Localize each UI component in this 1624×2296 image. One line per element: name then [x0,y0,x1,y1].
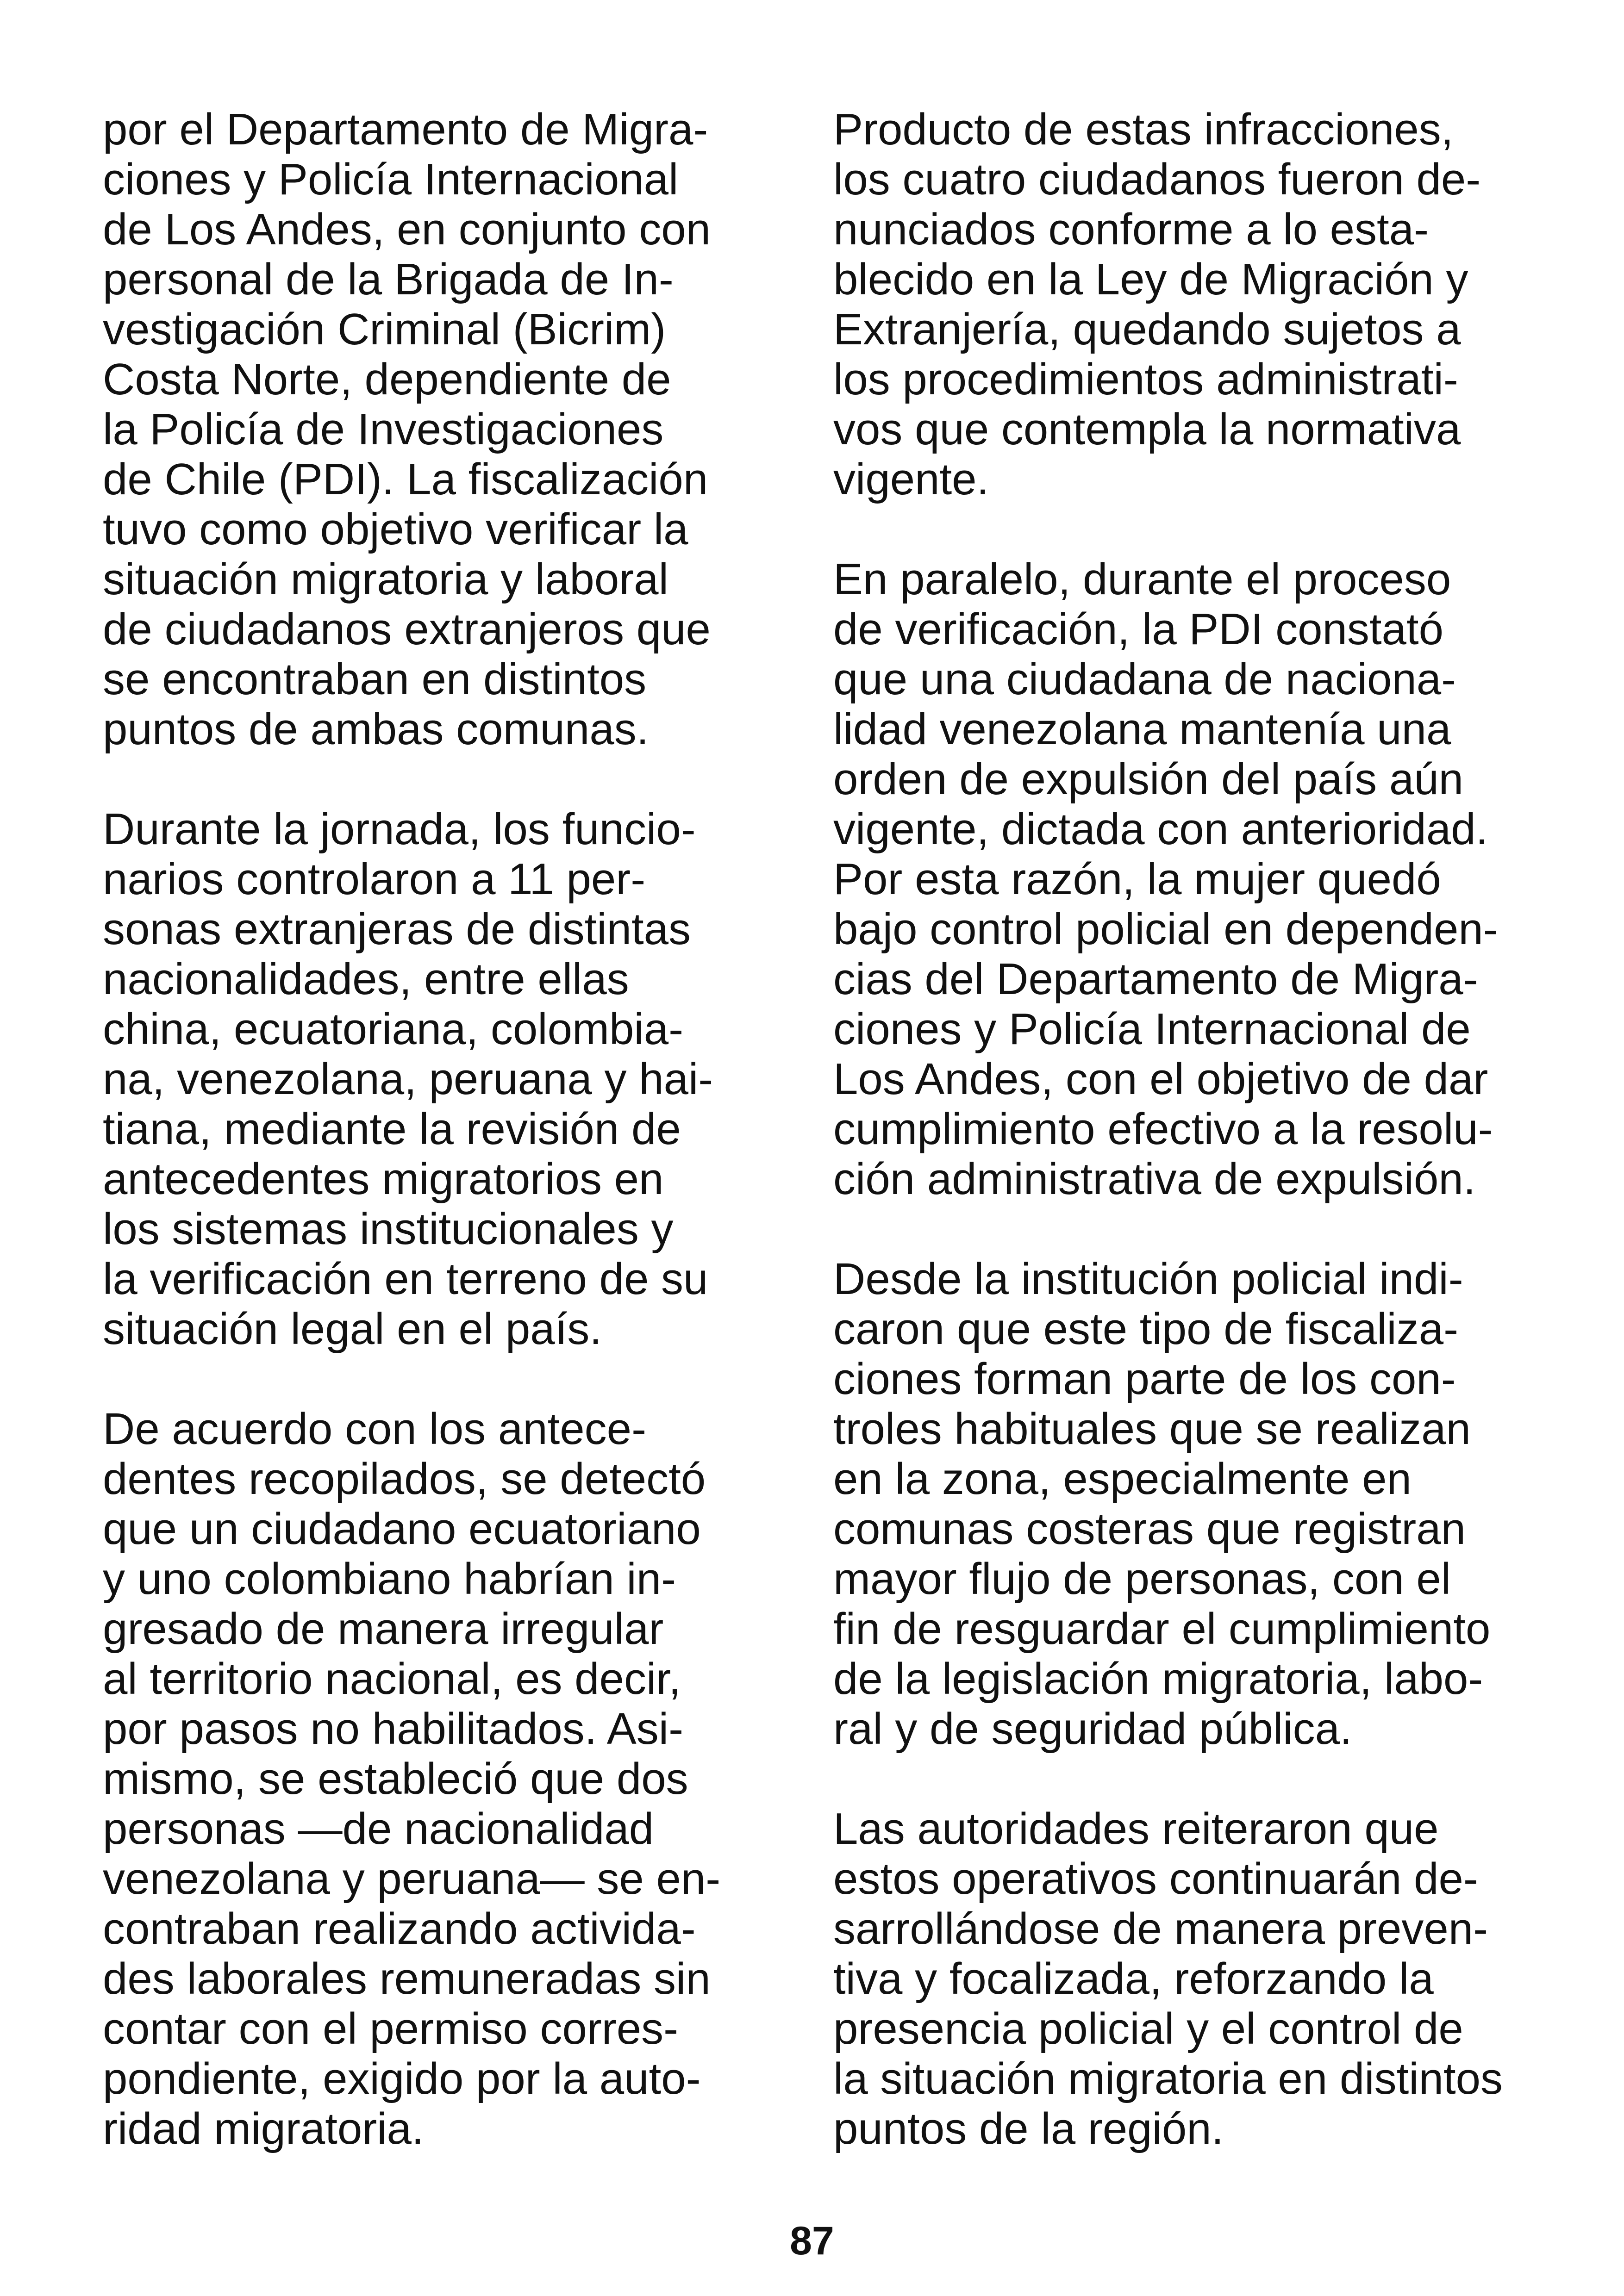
text-line: por pasos no habilitados. Asi- [103,1704,684,1754]
text-line: De acuerdo con los antece- [103,1404,647,1454]
text-line: de Los Andes, en conjunto con [103,205,711,254]
text-line: Costa Norte, dependiente de [103,355,671,404]
page-number: 87 [790,2219,834,2263]
text-line: gresado de manera irregular [103,1604,664,1654]
text-line: tiva y focalizada, reforzando la [833,1954,1434,2004]
text-line: tuvo como objetivo verificar la [103,504,688,554]
text-line: En paralelo, durante el proceso [833,554,1451,604]
text-line: al territorio nacional, es decir, [103,1654,681,1704]
text-line: de verificación, la PDI constató [833,604,1443,654]
text-line: venezolana y peruana— se en- [103,1854,721,1904]
text-line: Por esta razón, la mujer quedó [833,854,1441,904]
paragraph [103,105,788,754]
text-line: personal de la Brigada de In- [103,255,674,304]
text-line: ral y de seguridad pública. [833,1704,1352,1754]
text-line: china, ecuatoriana, colombia- [103,1004,684,1054]
text-line: puntos de ambas comunas. [103,704,649,754]
text-line: bajo control policial en dependen- [833,904,1498,954]
paragraph [833,554,1518,1204]
text-line: por el Departamento de Migra- [103,105,708,154]
text-line: na, venezolana, peruana y hai- [103,1054,713,1104]
text-line: puntos de la región. [833,2104,1224,2153]
text-line: contar con el permiso corres- [103,2004,679,2053]
paragraph [833,1254,1518,1754]
text-line: tiana, mediante la revisión de [103,1104,681,1154]
paragraph [103,1404,788,2154]
text-line: de la legislación migratoria, labo- [833,1654,1483,1704]
text-line: Extranjería, quedando sujetos a [833,305,1461,354]
text-line: se encontraban en distintos [103,654,647,704]
text-line: que una ciudadana de naciona- [833,654,1456,704]
text-line: fin de resguardar el cumplimiento [833,1604,1491,1654]
text-line: orden de expulsión del país aún [833,754,1464,804]
text-line: situación migratoria y laboral [103,554,668,604]
text-line: mismo, se estableció que dos [103,1754,688,1804]
text-line: Producto de estas infracciones, [833,105,1454,154]
text-line: vestigación Criminal (Bicrim) [103,305,666,354]
text-line: los procedimientos administrati- [833,355,1458,404]
text-line: caron que este tipo de fiscaliza- [833,1304,1459,1354]
text-line: antecedentes migratorios en [103,1154,664,1204]
paragraph [103,804,788,1354]
text-line: ciones y Policía Internacional de [833,1004,1471,1054]
text-line: des laborales remuneradas sin [103,1954,711,2004]
text-line: los cuatro ciudadanos fueron de- [833,155,1481,204]
text-line: vigente, dictada con anterioridad. [833,804,1488,854]
text-column-right [833,105,1518,2204]
text-line: contraban realizando activida- [103,1904,696,1954]
text-line: la verificación en terreno de su [103,1254,708,1304]
text-line: en la zona, especialmente en [833,1454,1412,1504]
text-column-left [103,105,788,2204]
paragraph [833,105,1518,504]
text-line: de ciudadanos extranjeros que [103,604,711,654]
text-line: que un ciudadano ecuatoriano [103,1504,701,1554]
text-line: situación legal en el país. [103,1304,602,1354]
text-line: vigente. [833,454,989,504]
text-line: ciones forman parte de los con- [833,1354,1456,1404]
text-line: comunas costeras que registran [833,1504,1466,1554]
text-line: dentes recopilados, se detectó [103,1454,706,1504]
text-line: sarrollándose de manera preven- [833,1904,1488,1954]
text-line: nunciados conforme a lo esta- [833,205,1429,254]
text-line: narios controlaron a 11 per- [103,854,646,904]
text-line: lidad venezolana mantenía una [833,704,1451,754]
text-line: presencia policial y el control de [833,2004,1463,2053]
paragraph [833,1804,1518,2154]
text-line: Las autoridades reiteraron que [833,1804,1439,1854]
text-line: pondiente, exigido por la auto- [103,2054,701,2103]
text-line: personas —de nacionalidad [103,1804,654,1854]
text-line: cias del Departamento de Migra- [833,954,1478,1004]
text-line: ciones y Policía Internacional [103,155,679,204]
text-line: la situación migratoria en distintos [833,2054,1503,2103]
text-line: sonas extranjeras de distintas [103,904,691,954]
text-line: Durante la jornada, los funcio- [103,804,696,854]
text-line: estos operativos continuarán de- [833,1854,1478,1904]
text-line: y uno colombiano habrían in- [103,1554,676,1604]
text-line: blecido en la Ley de Migración y [833,255,1468,304]
text-line: de Chile (PDI). La fiscalización [103,454,708,504]
text-line: Los Andes, con el objetivo de dar [833,1054,1488,1104]
text-line: mayor flujo de personas, con el [833,1554,1451,1604]
text-line: vos que contempla la normativa [833,404,1461,454]
text-line: troles habituales que se realizan [833,1404,1471,1454]
text-line: nacionalidades, entre ellas [103,954,629,1004]
text-line: Desde la institución policial indi- [833,1254,1463,1304]
text-line: ción administrativa de expulsión. [833,1154,1476,1204]
text-line: los sistemas institucionales y [103,1204,674,1254]
text-line: la Policía de Investigaciones [103,404,664,454]
text-line: ridad migratoria. [103,2104,424,2153]
text-line: cumplimiento efectivo a la resolu- [833,1104,1493,1154]
